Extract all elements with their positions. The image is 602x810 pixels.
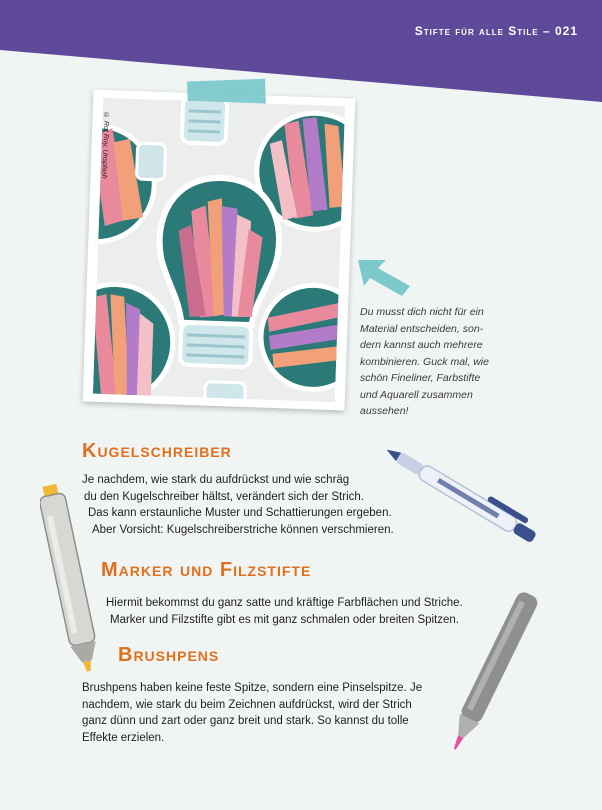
header-title: Stifte für alle Stile (414, 24, 539, 38)
text-line: Brushpens haben keine feste Spitze, sondern eine Pinselspitze. Je (82, 682, 423, 694)
pen-icon (374, 440, 550, 550)
photo-illustration (93, 98, 345, 402)
caption-line: Material entscheiden, son- (360, 322, 484, 335)
text-line: du den Kugelschreiber hältst, verändert sich der Strich. (84, 490, 364, 503)
caption-line: schön Fineliner, Farbstifte (360, 372, 481, 384)
caption-line: und Aquarell zusammen (360, 388, 473, 401)
caption-line: dern kannst auch mehrere (360, 339, 483, 351)
page-number: 021 (554, 24, 578, 38)
section-text-brushpens (82, 680, 422, 746)
photo-caption (360, 304, 510, 420)
text-line: Hiermit bekommst du ganz satte und kräftige Farbflächen und Striche. (106, 597, 463, 609)
section-text-kugelschreiber (82, 472, 394, 538)
section-heading-kugelschreiber: Kugelschreiber (82, 440, 232, 462)
caption-line: aussehen! (360, 405, 409, 417)
brushpen-icon (432, 590, 552, 760)
text-line: Aber Vorsicht: Kugelschreiberstriche können verschmieren. (92, 523, 394, 536)
section-heading-marker: Marker und Filzstifte (101, 559, 312, 581)
photo-credit: © Rot Roy, Unsplash (100, 111, 110, 179)
arrow-icon (356, 256, 412, 298)
section-text-marker (106, 595, 463, 628)
text-line: Das kann erstaunliche Muster und Schattierungen ergeben. (88, 507, 392, 519)
marker-icon (40, 482, 110, 672)
text-line: Je nachdem, wie stark du aufdrückst und wie schräg (82, 474, 350, 486)
running-header: Stifte für alle Stile – 021 (414, 24, 578, 38)
light-bulbs-photo (93, 98, 345, 402)
text-line: Effekte erzielen. (82, 731, 165, 744)
section-heading-brushpens: Brushpens (118, 644, 220, 666)
text-line: nachdem, wie stark du beim Zeichnen aufdrückst, wird der Strich (82, 698, 412, 711)
header-banner (0, 0, 602, 110)
text-line: Marker und Filzstifte gibt es mit ganz schmalen oder breiten Spitzen. (110, 613, 459, 626)
caption-line: Du musst dich nicht für ein (360, 306, 484, 318)
photo-frame (83, 90, 356, 411)
text-line: ganz dünn und zart oder ganz breit und stark. So kannst du tolle (82, 715, 409, 727)
caption-line: kombinieren. Guck mal, wie (360, 355, 489, 368)
